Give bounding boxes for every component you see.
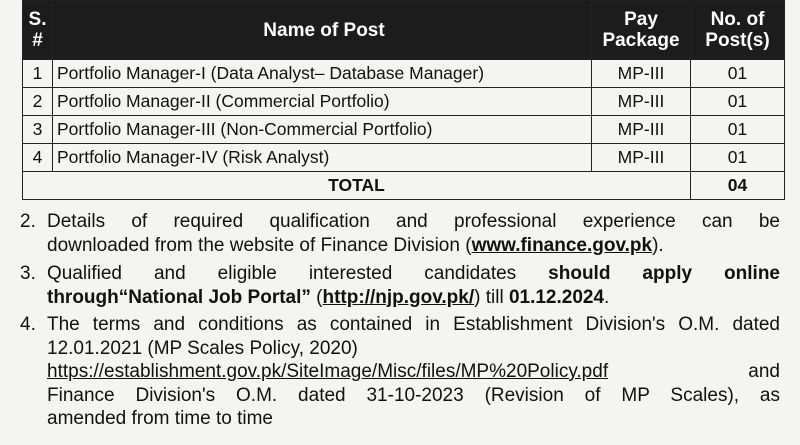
- row-post-name: Portfolio Manager-III (Non-Commercial Portfolio): [53, 116, 592, 144]
- row-sn: 3: [23, 116, 53, 144]
- para3-apply-online: should apply online: [548, 263, 780, 284]
- para4-line2: 12.01.2021 (MP Scales Policy, 2020): [47, 337, 358, 359]
- row-post-name: Portfolio Manager-IV (Risk Analyst): [53, 144, 592, 172]
- paragraph-2: [20, 210, 780, 257]
- row-pay-package: MP-III: [592, 88, 691, 116]
- row-pay-package: MP-III: [592, 60, 691, 88]
- para3-line1: [20, 262, 780, 286]
- mp-policy-link[interactable]: https://establishment.gov.pk/SiteImage/Misc/files/MP%20Policy.pdf: [47, 361, 609, 382]
- para4-line1: [20, 313, 780, 337]
- table-row: [23, 144, 785, 172]
- row-post-count: 01: [691, 88, 785, 116]
- para4-text-1: The terms and conditions as contained in Establishment Division's O.M. dated: [47, 314, 780, 335]
- para2-number: 2.: [20, 211, 36, 232]
- para3-text-4: .: [604, 286, 610, 308]
- finance-website-link[interactable]: www.finance.gov.pk: [471, 234, 653, 256]
- para3-number: 3.: [20, 263, 36, 284]
- table-row: [23, 60, 785, 88]
- para2-line1: [20, 210, 780, 234]
- total-value: 04: [691, 172, 785, 200]
- table-header-row: [23, 1, 785, 60]
- para3-text-1: Qualified and eligible interested candidates: [47, 263, 549, 284]
- para3-text-3: ) till: [474, 286, 509, 308]
- para3-deadline-date: 01.12.2024: [508, 286, 605, 308]
- total-row: [23, 172, 785, 200]
- row-post-count: 01: [691, 60, 785, 88]
- njp-link[interactable]: http://njp.gov.pk/: [322, 286, 475, 308]
- row-post-name: Portfolio Manager-I (Data Analyst– Database Manager): [53, 60, 592, 88]
- para4-number: 4.: [20, 314, 36, 335]
- para2-line2: [20, 234, 780, 258]
- para3-line2: [20, 286, 780, 310]
- row-sn: 2: [23, 88, 53, 116]
- row-sn: 4: [23, 144, 53, 172]
- row-post-name: Portfolio Manager-II (Commercial Portfolio): [53, 88, 592, 116]
- header-name-of-post: Name of Post: [53, 1, 592, 60]
- para4-text-and: and: [748, 361, 780, 382]
- paragraph-3: [20, 262, 780, 309]
- header-sn: S. #: [23, 1, 53, 60]
- row-post-count: 01: [691, 144, 785, 172]
- header-pay-package: Pay Package: [592, 1, 691, 60]
- table-row: [23, 88, 785, 116]
- para4-line5: amended from time to time: [47, 408, 273, 429]
- table-row: [23, 116, 785, 144]
- para3-portal-name: through“National Job Portal”: [47, 286, 311, 308]
- row-pay-package: MP-III: [592, 116, 691, 144]
- para2-text-3: ).: [652, 234, 664, 256]
- row-post-count: 01: [691, 116, 785, 144]
- total-label: TOTAL: [23, 172, 691, 200]
- header-no-of-posts: No. of Post(s): [691, 1, 785, 60]
- para3-text-2: (: [310, 286, 323, 308]
- para4-line3: [20, 360, 780, 384]
- para2-text-1: Details of required qualification and professional experience can be: [47, 211, 780, 232]
- posts-table: [22, 0, 785, 200]
- row-sn: 1: [23, 60, 53, 88]
- row-pay-package: MP-III: [592, 144, 691, 172]
- para4-line4: Finance Division's O.M. dated 31-10-2023 (Revision of MP Scales), as: [47, 384, 780, 406]
- paragraph-4: [20, 313, 780, 431]
- para2-text-2: downloaded from the website of Finance Division (: [47, 234, 472, 256]
